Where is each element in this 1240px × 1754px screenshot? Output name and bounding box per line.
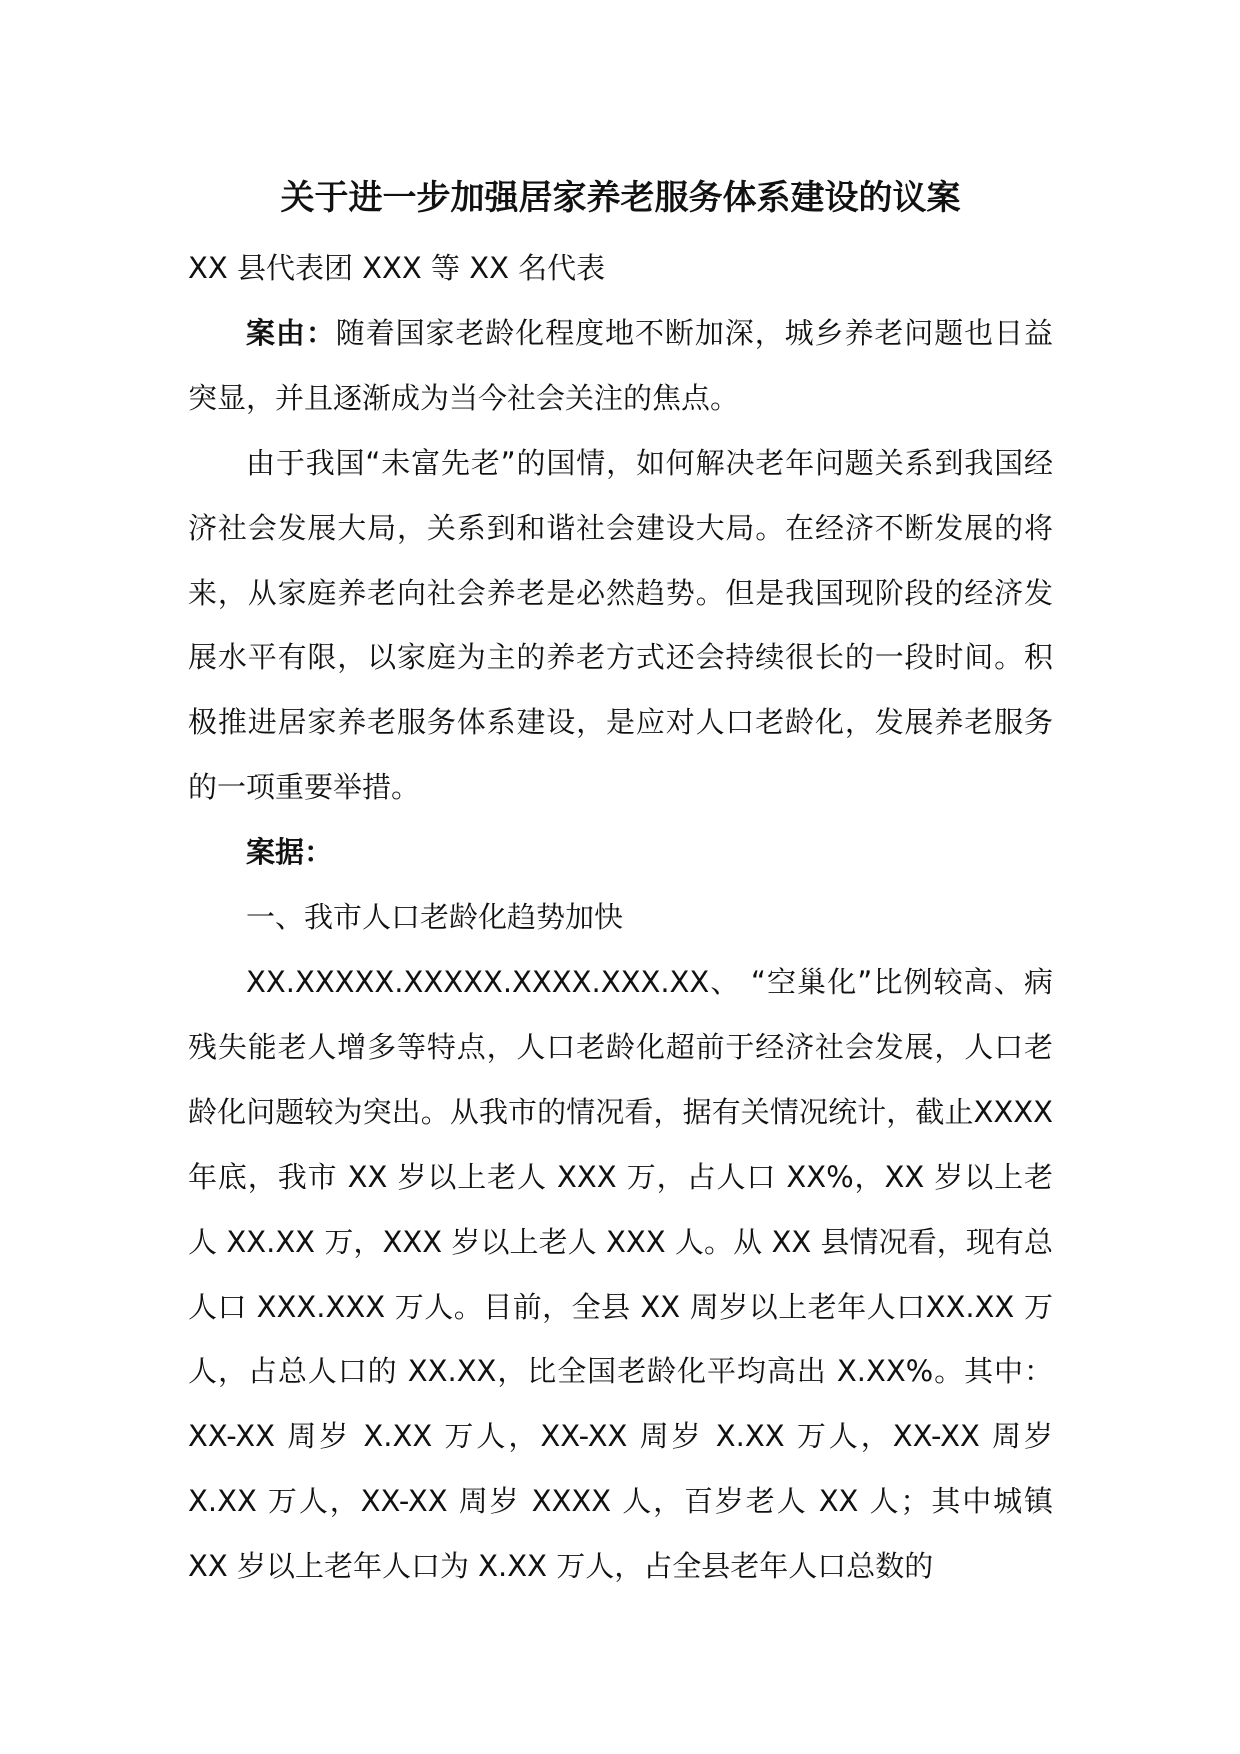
background-paragraph: 由于我国“未富先老”的国情，如何解决老年问题关系到我国经济社会发展大局，关系到和谐社会建设大局。在经济不断发展的将来，从家庭养老向社会养老是必然趋势。但是我国现阶段的经济发展水平有限，以家庭为主的养老方式还会持续很长的一段时间。积极推进居家养老服务体系建设，是应对人口老龄化，发展养老服务的一项重要举措。 — [188, 445, 1053, 805]
reason-text: 随着国家老龄化程度地不断加深，城乡养老问题也日益突显，并且逐渐成为当今社会关注的焦点。 — [188, 315, 1053, 415]
document-body — [188, 236, 1053, 1599]
author-line: XX 县代表团 XXX 等 XX 名代表 — [188, 251, 606, 285]
section-heading: 一、我市人口老龄化趋势加快 — [246, 900, 624, 935]
reason-paragraph — [188, 301, 1053, 431]
document-title: 关于进一步加强居家养老服务体系建设的议案 — [280, 178, 961, 218]
reason-label: 案由： — [246, 315, 336, 350]
basis-label: 案据： — [246, 835, 334, 870]
statistics-paragraph: XX.XXXXX.XXXXX.XXXX.XXX.XX、 “空巢化”比例较高、病残失能老人增多等特点，人口老龄化超前于经济社会发展，人口老龄化问题较为突出。从我市的情况看，据有关情况统计，截止XXXX 年底，我市 XX 岁以上老人 XXX 万，占人口 XX%，XX 岁以上老人 XX.XX 万，XXX 岁以上老人 XXX 人。从 XX 县情况看，现有总人口 XXX.XXX 万人。目前，全县 XX 周岁以上老年人口XX.XX 万人，占总人口的 XX.XX，比全国老龄化平均高出 X.XX%。其中：XX-XX 周岁 X.XX 万人，XX-XX 周岁 X.XX 万人，XX-XX 周岁 X.XX 万人，XX-XX 周岁 XXXX 人，百岁老人 XX 人；其中城镇 XX 岁以上老年人口为 X.XX 万人，占全县老年人口总数的 — [188, 964, 1053, 1584]
